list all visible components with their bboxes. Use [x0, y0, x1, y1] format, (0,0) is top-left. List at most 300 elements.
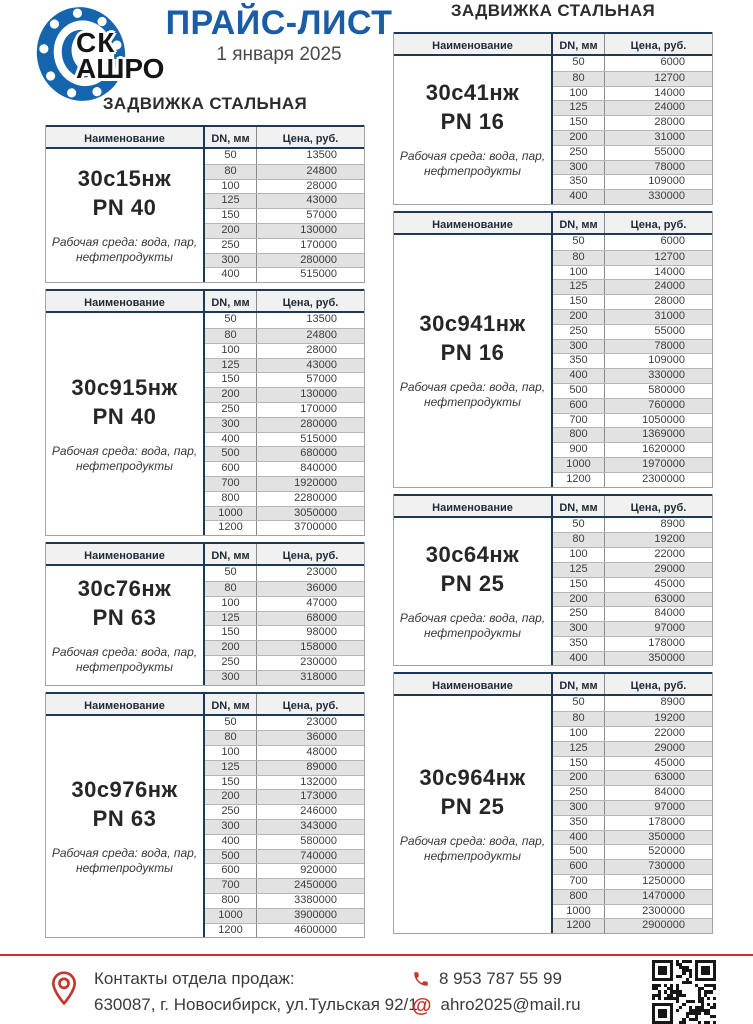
dn-cell: 400 — [553, 190, 605, 204]
header-price: Цена, руб. — [630, 501, 687, 514]
dn-cell: 1000 — [205, 909, 257, 923]
dn-cell: 125 — [553, 563, 605, 577]
price-cell: 350000 — [648, 830, 685, 843]
price-cell: 63000 — [654, 592, 685, 605]
table-row — [553, 859, 712, 874]
header-name: Наименование — [394, 213, 553, 233]
dn-cell: 150 — [553, 116, 605, 130]
header-name: Наименование — [46, 694, 205, 714]
price-cell: 580000 — [300, 834, 337, 847]
price-cell: 12700 — [654, 250, 685, 263]
price-cell: 29000 — [654, 562, 685, 575]
table-row — [205, 640, 364, 655]
price-cell: 36000 — [306, 581, 337, 594]
table-rows — [205, 566, 364, 684]
table-rows — [553, 696, 712, 933]
table-row — [553, 696, 712, 711]
price-cell: 1050000 — [642, 413, 685, 426]
product-model: 30с976нж — [71, 776, 178, 802]
price-cell: 13500 — [306, 313, 337, 326]
table-rows — [553, 518, 712, 666]
dn-cell: 100 — [205, 746, 257, 760]
price-cell: 63000 — [654, 771, 685, 784]
table-row — [553, 250, 712, 265]
header-dn: DN, мм — [553, 213, 605, 233]
price-cell: 680000 — [300, 447, 337, 460]
table-body — [394, 518, 712, 666]
table-row — [205, 267, 364, 282]
dn-cell: 100 — [553, 266, 605, 280]
price-cell: 318000 — [300, 670, 337, 683]
price-cell: 170000 — [300, 238, 337, 251]
table-row — [553, 621, 712, 636]
footer — [0, 962, 753, 1024]
product-pn: PN 40 — [92, 195, 157, 221]
price-cell: 515000 — [300, 268, 337, 281]
table-rows — [205, 149, 364, 282]
table-row — [553, 532, 712, 547]
table-row — [553, 830, 712, 845]
price-cell: 84000 — [654, 786, 685, 799]
table-row — [553, 711, 712, 726]
working-medium-note: Рабочая среда: вода, пар, нефтепродукты — [51, 443, 198, 473]
dn-cell: 300 — [205, 820, 257, 834]
dn-cell: 400 — [205, 835, 257, 849]
table-rows — [553, 235, 712, 487]
table-row — [553, 413, 712, 428]
price-cell: 173000 — [300, 790, 337, 803]
table-row — [205, 863, 364, 878]
table-row — [553, 442, 712, 457]
price-cell: 28000 — [306, 179, 337, 192]
table-row — [553, 844, 712, 859]
product-pn: PN 16 — [440, 109, 505, 135]
product-model: 30с915нж — [71, 374, 178, 400]
tables-right — [393, 32, 713, 934]
column-right — [393, 1, 713, 940]
product-name-cell — [394, 518, 553, 666]
product-pn: PN 63 — [92, 604, 157, 630]
product-model: 30с41нж — [425, 80, 520, 106]
table-row — [205, 417, 364, 432]
at-icon: @ — [412, 994, 432, 1017]
price-cell: 130000 — [300, 388, 337, 401]
product-name-cell — [394, 696, 553, 933]
table-rows — [553, 56, 712, 204]
table-row — [205, 238, 364, 253]
dn-cell: 250 — [205, 656, 257, 670]
price-cell: 8900 — [660, 696, 685, 709]
table-row — [205, 164, 364, 179]
price-cell: 24000 — [654, 280, 685, 293]
table-row — [553, 518, 712, 533]
dn-cell: 250 — [205, 239, 257, 253]
table-row — [553, 398, 712, 413]
dn-cell: 80 — [205, 582, 257, 596]
table-row — [205, 372, 364, 387]
dn-cell: 300 — [205, 254, 257, 268]
price-cell: 28000 — [654, 295, 685, 308]
price-cell: 3700000 — [294, 521, 337, 534]
price-table — [393, 32, 713, 205]
dn-cell: 500 — [205, 447, 257, 461]
table-row — [205, 506, 364, 521]
price-cell: 109000 — [648, 175, 685, 188]
table-row — [553, 726, 712, 741]
price-cell: 98000 — [306, 626, 337, 639]
price-cell: 43000 — [306, 194, 337, 207]
product-pn: PN 16 — [440, 340, 505, 366]
dn-cell: 500 — [553, 845, 605, 859]
location-pin-icon — [48, 968, 80, 1017]
table-row — [205, 476, 364, 491]
table-row — [205, 358, 364, 373]
price-cell: 1250000 — [642, 875, 685, 888]
price-cell: 97000 — [654, 622, 685, 635]
table-row — [205, 328, 364, 343]
dn-cell: 80 — [205, 329, 257, 343]
price-cell: 68000 — [306, 611, 337, 624]
dn-cell: 250 — [553, 607, 605, 621]
price-cell: 45000 — [654, 756, 685, 769]
table-rows — [205, 716, 364, 938]
table-row — [553, 368, 712, 383]
price-cell: 280000 — [300, 417, 337, 430]
dn-cell: 100 — [553, 548, 605, 562]
table-row — [553, 86, 712, 101]
dn-cell: 800 — [553, 428, 605, 442]
dn-cell: 300 — [553, 622, 605, 636]
dn-cell: 600 — [553, 399, 605, 413]
dn-cell: 125 — [205, 612, 257, 626]
dn-cell: 700 — [553, 875, 605, 889]
table-header-row — [394, 211, 712, 235]
price-cell: 740000 — [300, 849, 337, 862]
dn-cell: 250 — [205, 403, 257, 417]
working-medium-note: Рабочая среда: вода, пар, нефтепродукты — [399, 380, 546, 410]
product-pn: PN 40 — [92, 403, 157, 429]
price-cell: 2300000 — [642, 904, 685, 917]
header-dn: DN, мм — [553, 674, 605, 694]
table-row — [205, 179, 364, 194]
dn-cell: 100 — [205, 344, 257, 358]
table-row — [553, 71, 712, 86]
table-body — [46, 566, 364, 684]
product-model: 30с941нж — [419, 311, 526, 337]
price-cell: 2300000 — [642, 472, 685, 485]
table-row — [553, 309, 712, 324]
table-header-row — [46, 542, 364, 566]
price-cell: 23000 — [306, 715, 337, 728]
table-row — [553, 785, 712, 800]
dn-cell: 50 — [205, 149, 257, 164]
price-cell: 89000 — [306, 760, 337, 773]
price-cell: 246000 — [300, 805, 337, 818]
qr-code — [652, 960, 716, 1024]
dn-cell: 150 — [553, 295, 605, 309]
header-dn: DN, мм — [553, 496, 605, 516]
dn-cell: 200 — [553, 310, 605, 324]
dn-cell: 600 — [205, 864, 257, 878]
price-cell: 36000 — [306, 731, 337, 744]
dn-cell: 50 — [553, 56, 605, 71]
title-block — [148, 4, 410, 66]
header-price: Цена, руб. — [630, 40, 687, 52]
price-cell: 57000 — [306, 209, 337, 222]
table-row — [205, 491, 364, 506]
header-price: Цена, руб. — [282, 133, 339, 145]
table-row — [205, 520, 364, 535]
table-body — [46, 149, 364, 282]
price-table — [45, 289, 365, 536]
price-cell: 230000 — [300, 655, 337, 668]
table-row — [553, 383, 712, 398]
price-cell: 170000 — [300, 402, 337, 415]
dn-cell: 100 — [553, 87, 605, 101]
price-cell: 3380000 — [294, 894, 337, 907]
address-block — [94, 966, 418, 1019]
product-name-cell — [46, 716, 205, 938]
price-cell: 47000 — [306, 596, 337, 609]
price-cell: 22000 — [654, 727, 685, 740]
table-row — [553, 174, 712, 189]
price-cell: 24800 — [306, 164, 337, 177]
dn-cell: 80 — [553, 533, 605, 547]
price-cell: 515000 — [300, 432, 337, 445]
dn-cell: 300 — [553, 801, 605, 815]
price-cell: 580000 — [648, 383, 685, 396]
table-body — [394, 235, 712, 487]
tables-left — [45, 125, 365, 938]
table-row — [205, 566, 364, 581]
dn-cell: 200 — [205, 388, 257, 402]
product-pn: PN 25 — [440, 571, 505, 596]
table-row — [553, 770, 712, 785]
column-left — [45, 94, 365, 944]
price-cell: 2900000 — [642, 919, 685, 932]
table-row — [205, 775, 364, 790]
table-row — [553, 427, 712, 442]
table-row — [553, 472, 712, 487]
table-row — [553, 160, 712, 175]
dn-cell: 125 — [205, 194, 257, 208]
dn-cell: 50 — [553, 518, 605, 533]
price-cell: 48000 — [306, 746, 337, 759]
price-list-date: 1 января 2025 — [216, 44, 342, 65]
header-dn: DN, мм — [205, 291, 257, 311]
dn-cell: 80 — [553, 72, 605, 86]
dn-cell: 150 — [553, 757, 605, 771]
phone-icon — [412, 970, 430, 988]
table-row — [205, 834, 364, 849]
table-row — [553, 130, 712, 145]
price-cell: 97000 — [654, 801, 685, 814]
dn-cell: 1000 — [205, 507, 257, 521]
table-row — [205, 670, 364, 685]
price-cell: 14000 — [654, 265, 685, 278]
price-cell: 4600000 — [294, 923, 337, 936]
price-cell: 130000 — [300, 223, 337, 236]
header-name: Наименование — [46, 291, 205, 311]
price-cell: 730000 — [648, 860, 685, 873]
price-cell: 84000 — [654, 607, 685, 620]
table-row — [553, 815, 712, 830]
price-cell: 24800 — [306, 328, 337, 341]
logo-line1: СК — [76, 27, 116, 58]
dn-cell: 80 — [205, 731, 257, 745]
dn-cell: 800 — [205, 492, 257, 506]
dn-cell: 200 — [553, 131, 605, 145]
table-body — [46, 313, 364, 535]
dn-cell: 800 — [553, 890, 605, 904]
price-cell: 3050000 — [294, 506, 337, 519]
price-cell: 28000 — [654, 116, 685, 129]
price-cell: 8900 — [660, 517, 685, 530]
dn-cell: 250 — [553, 786, 605, 800]
table-row — [205, 193, 364, 208]
product-pn: PN 63 — [92, 805, 157, 831]
table-body — [394, 56, 712, 204]
price-table — [45, 542, 365, 685]
header-name: Наименование — [46, 127, 205, 147]
price-table — [393, 494, 713, 667]
dn-cell: 200 — [205, 224, 257, 238]
dn-cell: 200 — [205, 641, 257, 655]
dn-cell: 1200 — [205, 924, 257, 938]
table-row — [205, 849, 364, 864]
product-pn: PN 25 — [440, 794, 505, 820]
dn-cell: 150 — [205, 209, 257, 223]
price-cell: 57000 — [306, 373, 337, 386]
header-name: Наименование — [394, 674, 553, 694]
dn-cell: 500 — [205, 850, 257, 864]
table-row — [205, 432, 364, 447]
price-cell: 55000 — [654, 145, 685, 158]
table-row — [205, 923, 364, 938]
footer-divider — [0, 954, 753, 956]
dn-cell: 80 — [553, 251, 605, 265]
price-table — [393, 672, 713, 934]
dn-cell: 500 — [553, 384, 605, 398]
header-dn: DN, мм — [205, 127, 257, 147]
email-address: ahro2025@mail.ru — [440, 995, 581, 1015]
dn-cell: 125 — [553, 101, 605, 115]
price-cell: 23000 — [306, 566, 337, 579]
table-row — [205, 730, 364, 745]
dn-cell: 125 — [553, 742, 605, 756]
table-row — [553, 56, 712, 71]
table-row — [553, 800, 712, 815]
dn-cell: 300 — [205, 418, 257, 432]
dn-cell: 1200 — [553, 919, 605, 933]
price-cell: 2280000 — [294, 491, 337, 504]
working-medium-note: Рабочая среда: вода, пар, нефтепродукты — [399, 611, 546, 640]
section-title-left: ЗАДВИЖКА СТАЛЬНАЯ — [102, 94, 308, 113]
price-cell: 158000 — [300, 641, 337, 654]
table-body — [394, 696, 712, 933]
price-table — [393, 211, 713, 488]
table-row — [205, 446, 364, 461]
table-row — [205, 908, 364, 923]
working-medium-note: Рабочая среда: вода, пар, нефтепродукты — [399, 834, 546, 864]
table-row — [553, 889, 712, 904]
table-row — [205, 149, 364, 164]
price-cell: 343000 — [300, 820, 337, 833]
price-cell: 1470000 — [642, 889, 685, 902]
dn-cell: 300 — [553, 340, 605, 354]
table-header-row — [394, 32, 712, 56]
table-row — [205, 625, 364, 640]
table-row — [553, 457, 712, 472]
company-logo — [26, 4, 165, 104]
table-row — [553, 606, 712, 621]
dn-cell: 400 — [553, 369, 605, 383]
price-cell: 178000 — [648, 636, 685, 649]
dn-cell: 800 — [205, 894, 257, 908]
price-list-title: ПРАЙС-ЛИСТ — [165, 4, 393, 42]
table-row — [205, 596, 364, 611]
table-row — [553, 279, 712, 294]
table-row — [205, 745, 364, 760]
table-body — [46, 716, 364, 938]
price-cell: 19200 — [654, 712, 685, 725]
table-header-row — [46, 692, 364, 716]
table-row — [553, 189, 712, 204]
dn-cell: 1000 — [553, 905, 605, 919]
dn-cell: 350 — [553, 175, 605, 189]
working-medium-note: Рабочая среда: вода, пар, нефтепродукты — [51, 235, 198, 265]
dn-cell: 600 — [553, 860, 605, 874]
price-cell: 109000 — [648, 354, 685, 367]
header-dn: DN, мм — [205, 694, 257, 714]
table-row — [553, 115, 712, 130]
price-cell: 28000 — [306, 343, 337, 356]
dn-cell: 900 — [553, 443, 605, 457]
product-model: 30с64нж — [425, 542, 520, 567]
table-header-row — [46, 125, 364, 149]
dn-cell: 150 — [205, 373, 257, 387]
dn-cell: 80 — [553, 712, 605, 726]
price-cell: 45000 — [654, 577, 685, 590]
working-medium-note: Рабочая среда: вода, пар, нефтепродукты — [399, 149, 546, 179]
table-row — [205, 208, 364, 223]
dn-cell: 50 — [205, 313, 257, 328]
dn-cell: 400 — [553, 831, 605, 845]
table-row — [553, 145, 712, 160]
price-cell: 520000 — [648, 845, 685, 858]
table-row — [205, 581, 364, 596]
price-cell: 19200 — [654, 533, 685, 546]
price-cell: 1369000 — [642, 428, 685, 441]
contacts-title: Контакты отдела продаж: — [94, 969, 295, 988]
price-cell: 840000 — [300, 462, 337, 475]
table-row — [205, 253, 364, 268]
price-cell: 280000 — [300, 253, 337, 266]
dn-cell: 150 — [553, 578, 605, 592]
dn-cell: 200 — [205, 790, 257, 804]
product-model: 30с76нж — [77, 575, 172, 601]
contact-block — [412, 966, 581, 1019]
dn-cell: 400 — [205, 433, 257, 447]
table-row — [553, 339, 712, 354]
dn-cell: 50 — [205, 566, 257, 581]
price-cell: 350000 — [648, 651, 685, 664]
dn-cell: 100 — [553, 727, 605, 741]
price-cell: 132000 — [300, 775, 337, 788]
price-cell: 3900000 — [294, 908, 337, 921]
working-medium-note: Рабочая среда: вода, пар, нефтепродукты — [51, 644, 198, 674]
dn-cell: 1000 — [553, 458, 605, 472]
